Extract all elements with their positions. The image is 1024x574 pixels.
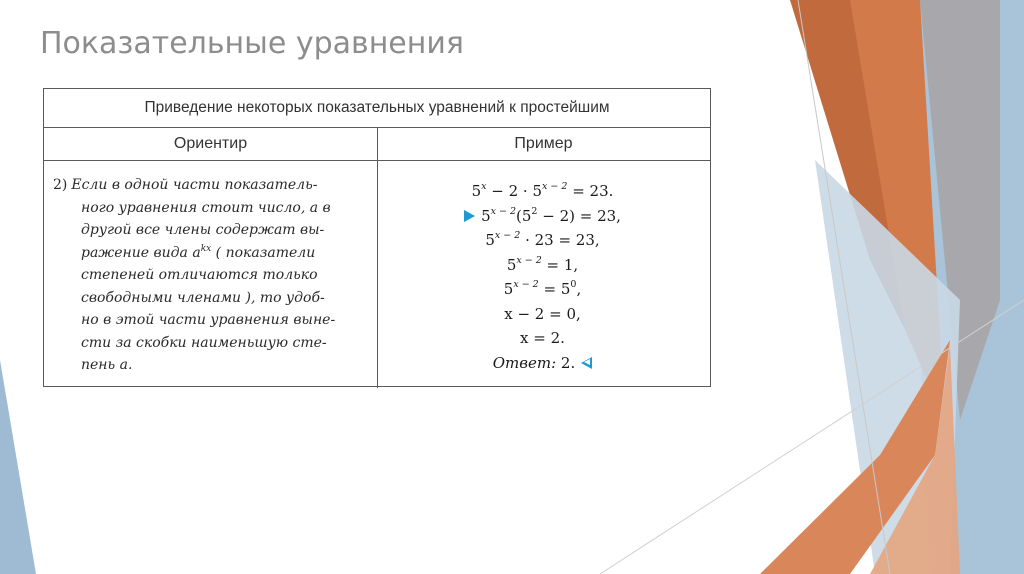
equation-1: $5^x - 2 \cdot 5^{x - 2} = 23$.: [471, 181, 614, 200]
equation-3: $5^{x - 2} \cdot 23 = 23$,: [485, 230, 600, 249]
slide-title: Показательные уравнения: [40, 26, 464, 61]
equation-5: $5^{x - 2} = 5^0$,: [503, 279, 582, 298]
solution-start-marker-icon: [464, 210, 475, 222]
guide-line-6: свободными членами ), то удоб-: [81, 289, 325, 306]
table-header: Приведение некоторых показательных уравнений к простейшим: [44, 89, 710, 128]
column-header-guide: Ориентир: [173, 134, 248, 152]
answer-line: [376, 351, 709, 376]
item-number: 2): [53, 177, 68, 193]
blue-left-triangle: [0, 360, 36, 574]
guide-line-8: сти за скобки наименьшую сте-: [81, 334, 327, 351]
equation-2: $5^{x - 2}(5^2 - 2) = 23$,: [376, 204, 709, 229]
guide-line-2: ного уравнения стоит число, а в: [81, 199, 331, 216]
guide-line-1: 2) Если в одной части показатель-: [53, 177, 318, 193]
example-cell: [376, 179, 709, 375]
equation-6: x − 2 = 0,: [504, 304, 581, 323]
guide-line-5: степеней отличаются только: [81, 267, 318, 283]
guide-cell: [53, 174, 371, 377]
guide-line-3: другой все члены содержат вы-: [81, 222, 325, 238]
solution-end-marker-icon: [581, 357, 592, 369]
answer-label: Ответ:: [492, 353, 557, 372]
column-header-example: Пример: [514, 134, 573, 152]
guide-line-9: пень a.: [81, 357, 133, 373]
answer-value: 2.: [556, 353, 576, 372]
equation-4: $5^{x - 2} = 1$,: [506, 254, 579, 274]
equation-7: x = 2.: [520, 329, 565, 347]
guide-line-4: ражение вида $a^{kx}$ ( показатели: [81, 243, 316, 261]
akx-expression: $a^{kx}$: [192, 243, 212, 261]
guide-line-7: но в этой части уравнения выне-: [81, 312, 336, 328]
